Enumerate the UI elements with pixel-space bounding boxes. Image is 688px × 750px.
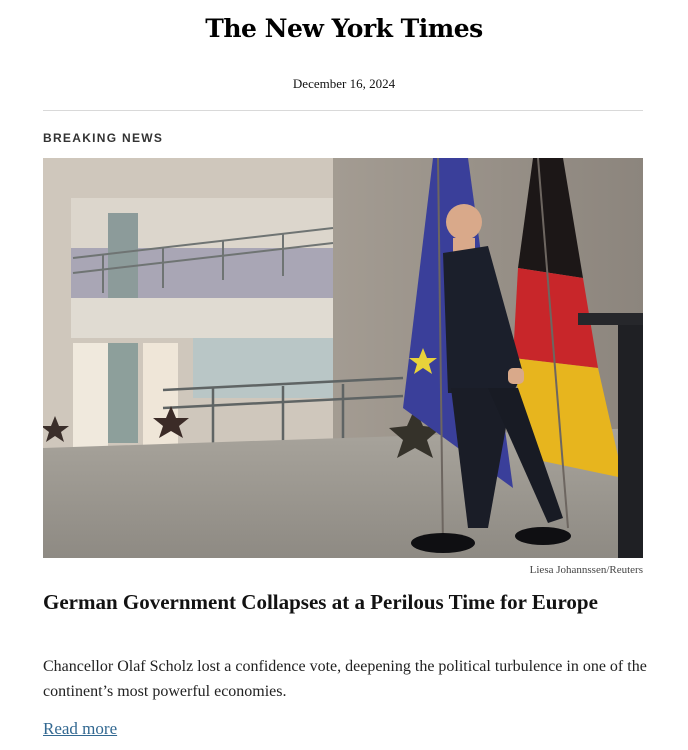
read-more-link[interactable]: Read more [43,719,118,738]
section-label: BREAKING NEWS [43,131,164,145]
photo-scene [43,158,643,558]
article-summary: Chancellor Olaf Scholz lost a confidence vote, deepening the political turbulence in one of the continent’s most powerful economies. [43,658,647,700]
article-photo[interactable] [43,158,643,558]
edition-date: December 16, 2024 [292,76,396,91]
divider [43,110,643,111]
newspaper-logo[interactable]: The New York Times [205,14,483,43]
article-headline[interactable]: German Government Collapses at a Perilous Time for Europe [43,590,598,614]
photo-credit: Liesa Johannssen/Reuters [529,564,643,576]
